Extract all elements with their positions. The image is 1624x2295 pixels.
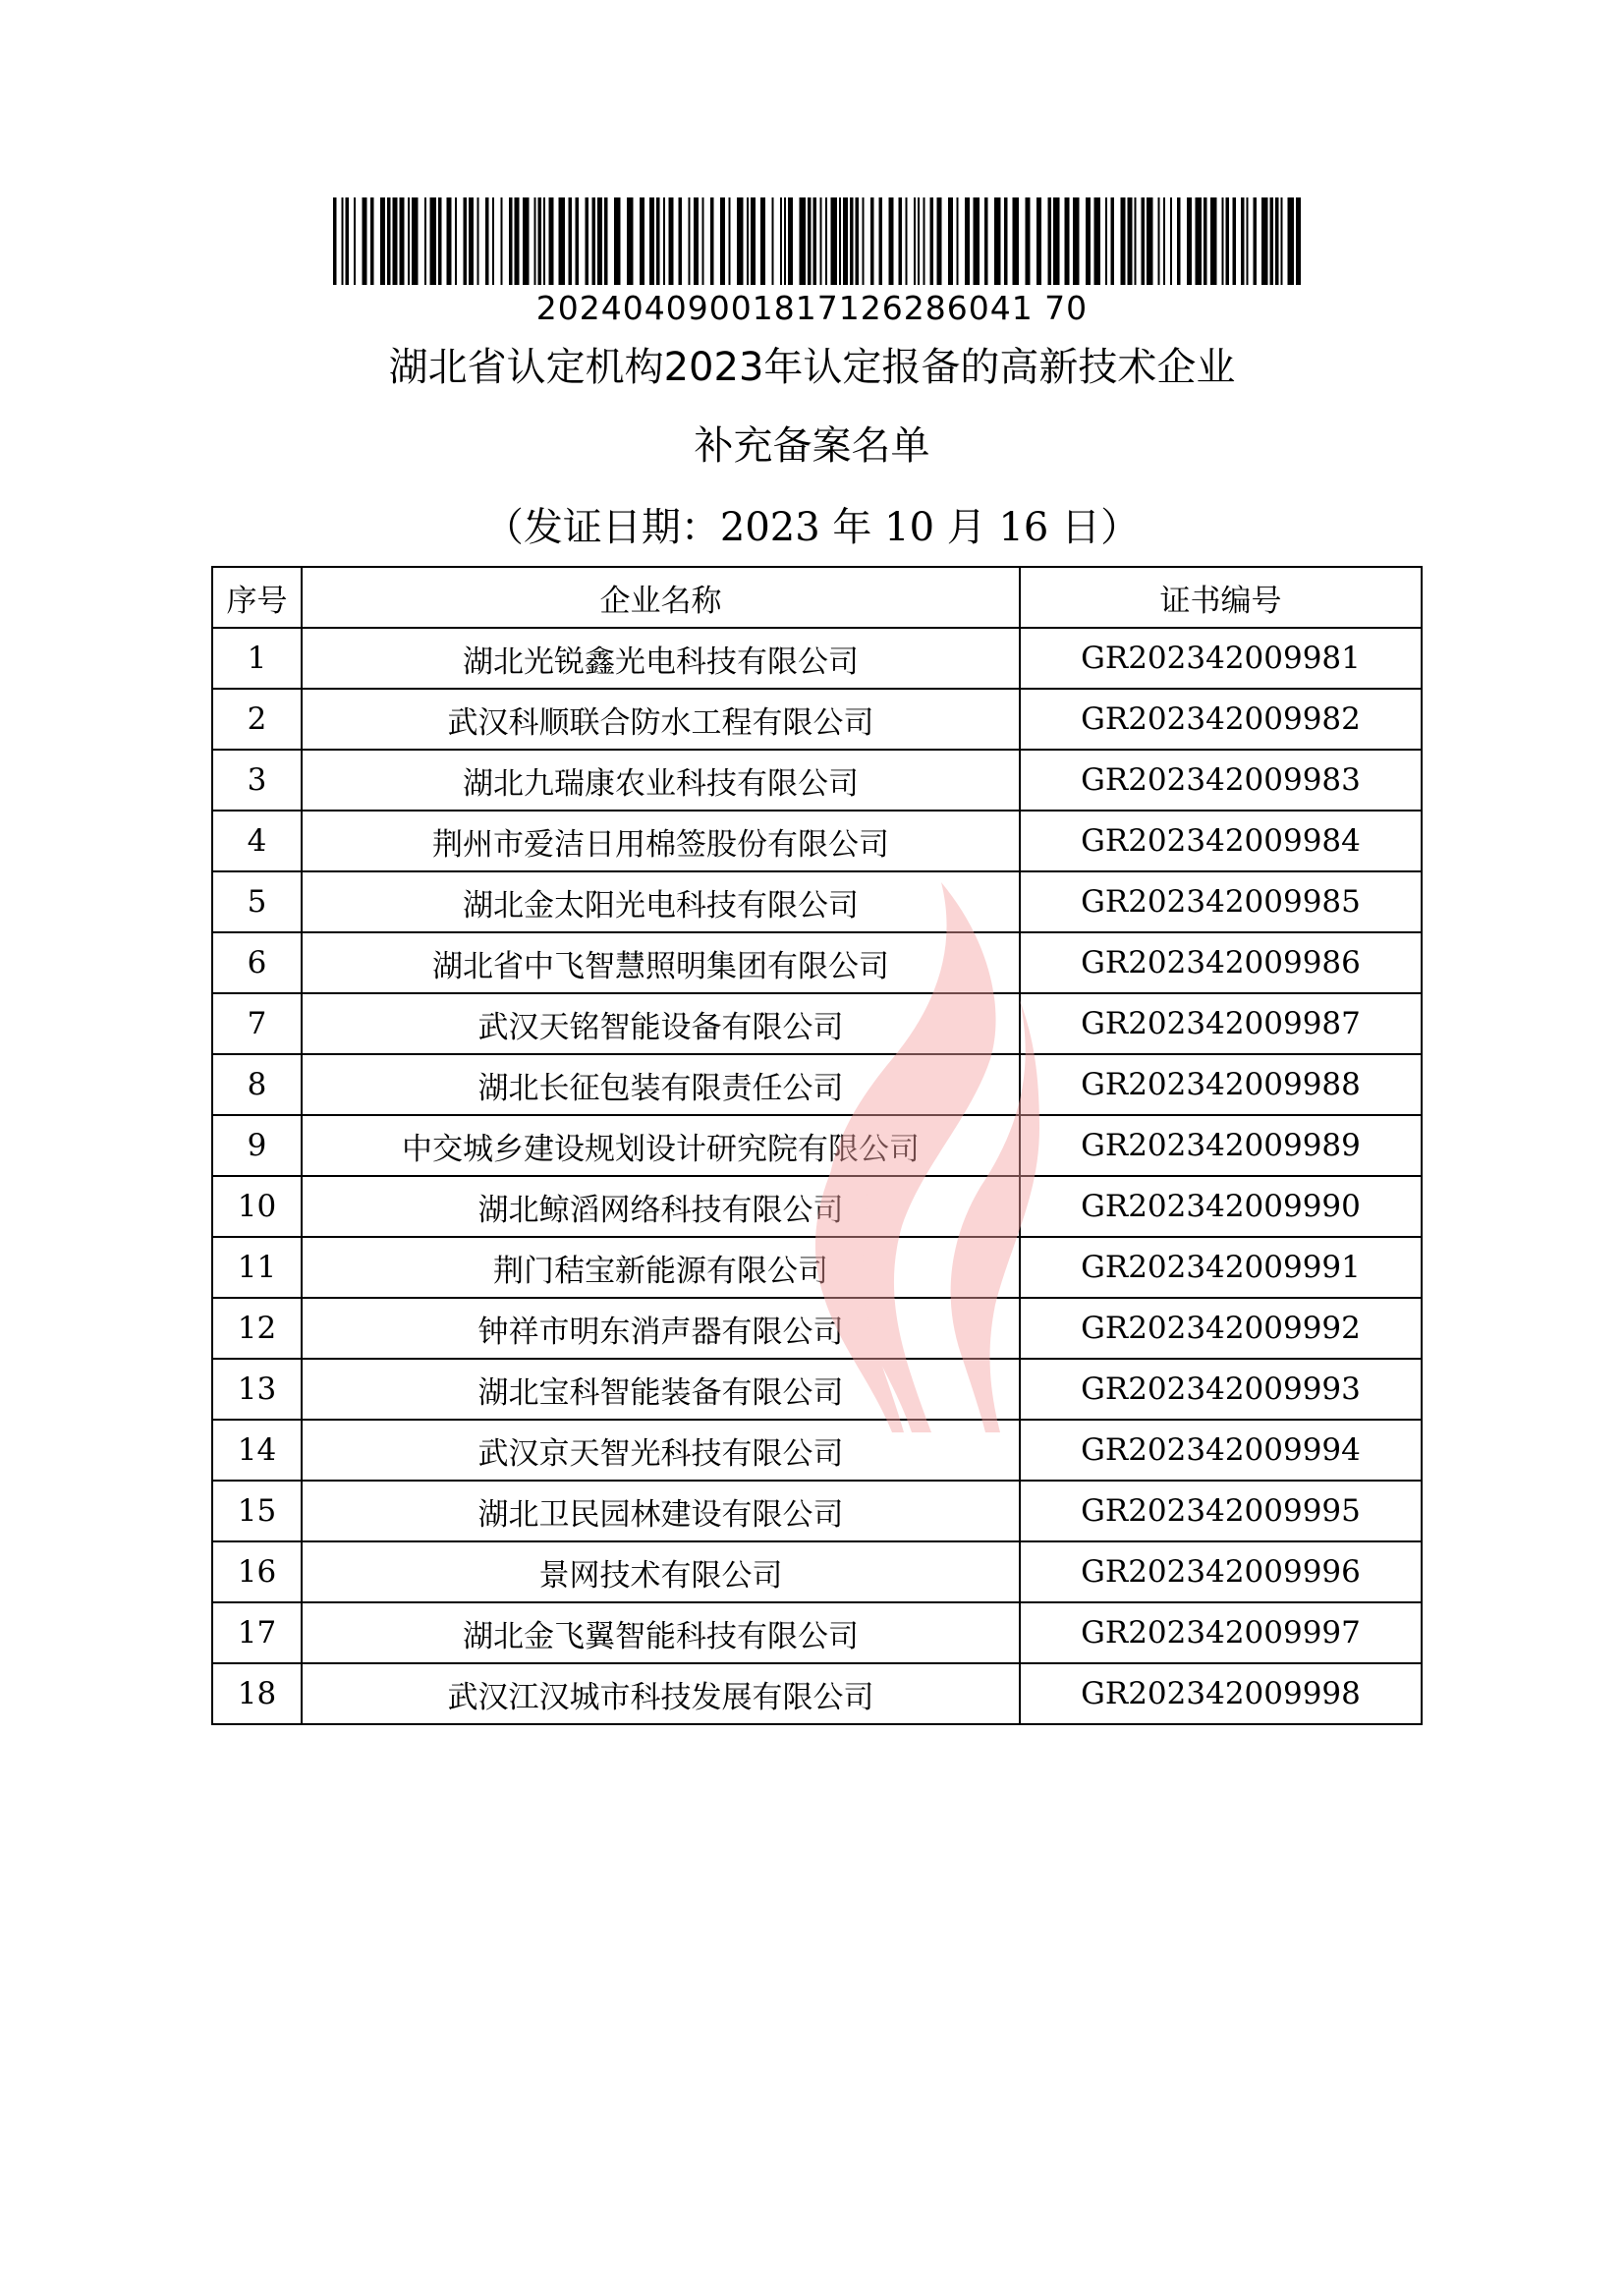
cell-certificate-number: GR202342009991 [1020,1237,1422,1298]
cell-certificate-number: GR202342009984 [1020,811,1422,871]
document-title: 湖北省认定机构2023年认定报备的高新技术企业 [388,345,1236,390]
cell-serial: 1 [212,628,302,689]
cell-enterprise-name: 湖北金飞翼智能科技有限公司 [302,1602,1020,1663]
flame-watermark-logo [794,882,1039,1432]
table-row [212,750,1422,811]
cell-certificate-number: GR202342009992 [1020,1298,1422,1359]
cell-certificate-number: GR202342009989 [1020,1115,1422,1176]
header-enterprise-name: 企业名称 [302,567,1020,628]
table-row [212,1602,1422,1663]
cell-enterprise-name: 荆门秸宝新能源有限公司 [302,1237,1020,1298]
cell-enterprise-name: 中交城乡建设规划设计研究院有限公司 [302,1115,1020,1176]
cell-serial: 10 [212,1176,302,1237]
cell-enterprise-name: 湖北省中飞智慧照明集团有限公司 [302,932,1020,993]
cell-serial: 15 [212,1481,302,1541]
cell-enterprise-name: 湖北九瑞康农业科技有限公司 [302,750,1020,811]
cell-serial: 16 [212,1541,302,1602]
cell-certificate-number: GR202342009986 [1020,932,1422,993]
document-title-line2: 补充备案名单 [694,423,930,469]
table-row [212,628,1422,689]
cell-certificate-number: GR202342009998 [1020,1663,1422,1724]
cell-enterprise-name: 武汉科顺联合防水工程有限公司 [302,689,1020,750]
cell-serial: 4 [212,811,302,871]
cell-serial: 3 [212,750,302,811]
cell-enterprise-name: 湖北金太阳光电科技有限公司 [302,871,1020,932]
cell-serial: 14 [212,1420,302,1481]
cell-enterprise-name: 景网技术有限公司 [302,1541,1020,1602]
barcode-number: 20240409001817126286041 70 [535,289,1089,327]
cell-certificate-number: GR202342009995 [1020,1481,1422,1541]
table-row [212,1541,1422,1602]
cell-enterprise-name: 武汉江汉城市科技发展有限公司 [302,1663,1020,1724]
cell-enterprise-name: 湖北宝科智能装备有限公司 [302,1359,1020,1420]
cell-serial: 5 [212,871,302,932]
cell-certificate-number: GR202342009993 [1020,1359,1422,1420]
cell-serial: 11 [212,1237,302,1298]
cell-certificate-number: GR202342009981 [1020,628,1422,689]
cell-serial: 12 [212,1298,302,1359]
header-serial: 序号 [212,567,302,628]
table-row [212,1663,1422,1724]
cell-enterprise-name: 湖北卫民园林建设有限公司 [302,1481,1020,1541]
cell-certificate-number: GR202342009990 [1020,1176,1422,1237]
issue-date-subtitle: （发证日期：2023 年 10 月 16 日） [483,505,1141,550]
cell-serial: 17 [212,1602,302,1663]
cell-serial: 6 [212,932,302,993]
table-header-row [212,567,1422,628]
cell-enterprise-name: 湖北光锐鑫光电科技有限公司 [302,628,1020,689]
cell-serial: 7 [212,993,302,1054]
cell-certificate-number: GR202342009997 [1020,1602,1422,1663]
cell-serial: 18 [212,1663,302,1724]
cell-certificate-number: GR202342009987 [1020,993,1422,1054]
barcode [333,197,1302,285]
header-certificate-number: 证书编号 [1020,567,1422,628]
cell-certificate-number: GR202342009985 [1020,871,1422,932]
table-row [212,1481,1422,1541]
cell-enterprise-name: 武汉天铭智能设备有限公司 [302,993,1020,1054]
table-row [212,689,1422,750]
table-row [212,811,1422,871]
cell-enterprise-name: 武汉京天智光科技有限公司 [302,1420,1020,1481]
cell-enterprise-name: 荆州市爱洁日用棉签股份有限公司 [302,811,1020,871]
cell-enterprise-name: 湖北鲸滔网络科技有限公司 [302,1176,1020,1237]
cell-certificate-number: GR202342009996 [1020,1541,1422,1602]
cell-serial: 2 [212,689,302,750]
cell-serial: 8 [212,1054,302,1115]
cell-certificate-number: GR202342009982 [1020,689,1422,750]
cell-enterprise-name: 钟祥市明东消声器有限公司 [302,1298,1020,1359]
cell-serial: 9 [212,1115,302,1176]
cell-enterprise-name: 湖北长征包装有限责任公司 [302,1054,1020,1115]
cell-certificate-number: GR202342009988 [1020,1054,1422,1115]
cell-certificate-number: GR202342009983 [1020,750,1422,811]
cell-certificate-number: GR202342009994 [1020,1420,1422,1481]
cell-serial: 13 [212,1359,302,1420]
